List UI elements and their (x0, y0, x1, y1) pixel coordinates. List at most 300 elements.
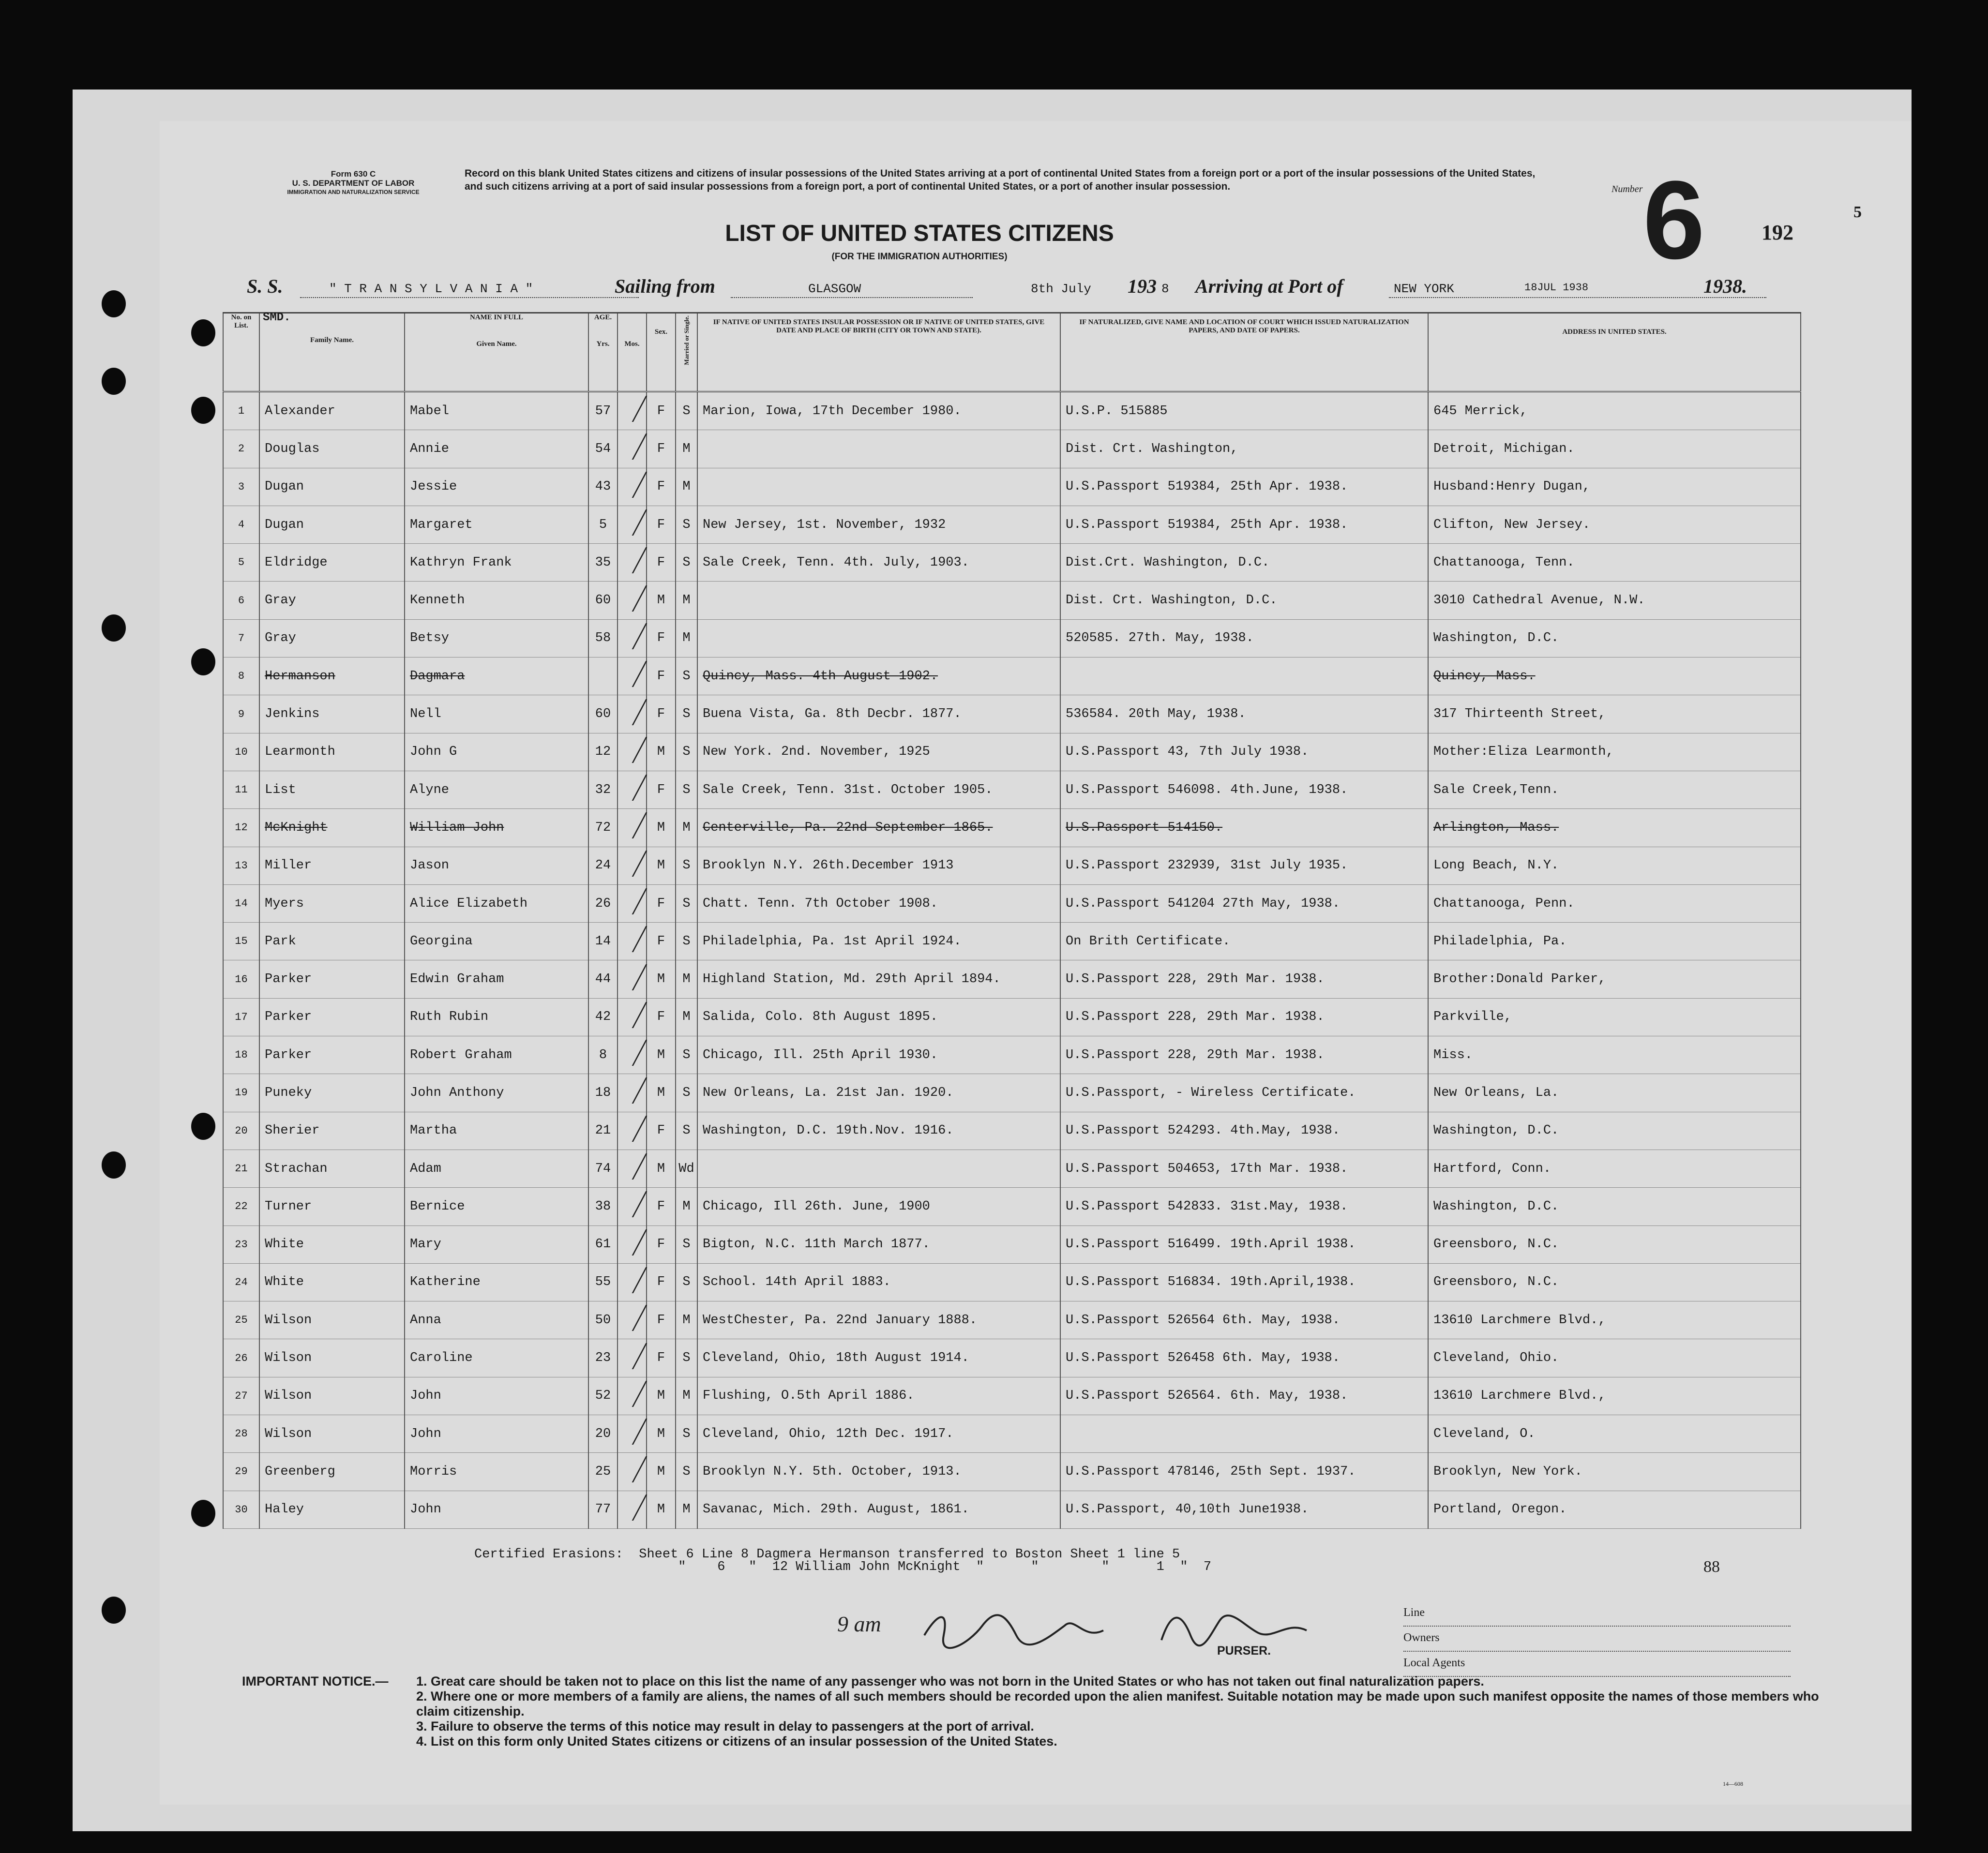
address: Husband:Henry Dugan, (1428, 468, 1801, 506)
birth-info (697, 619, 1060, 657)
table-row (223, 1415, 1801, 1453)
family-name: Gray (259, 582, 405, 619)
family-name: Learmonth (259, 733, 405, 771)
binder-hole (102, 1151, 126, 1179)
family-name: Sherier (259, 1112, 405, 1150)
age-years: 44 (588, 960, 617, 998)
row-number: 11 (223, 771, 259, 808)
age-years: 60 (588, 582, 617, 619)
address: Clifton, New Jersey. (1428, 506, 1801, 543)
binder-hole (191, 319, 215, 346)
given-name: John (405, 1377, 588, 1415)
naturalization-info: U.S.Passport 526564 6th. May, 1938. (1060, 1301, 1428, 1339)
ship-name: " T R A N S Y L V A N I A " (329, 282, 533, 296)
naturalization-info (1060, 1415, 1428, 1453)
name-in-full-label: NAME IN FULL (469, 314, 523, 321)
table-row (223, 1491, 1801, 1528)
binder-hole (102, 368, 126, 395)
address: Chattanooga, Tenn. (1428, 544, 1801, 582)
row-number: 28 (223, 1415, 259, 1453)
row-number: 22 (223, 1188, 259, 1225)
address: Brooklyn, New York. (1428, 1453, 1801, 1491)
check-mark (612, 737, 647, 763)
marital-status: S (676, 392, 697, 430)
birth-info: New Orleans, La. 21st Jan. 1920. (697, 1074, 1060, 1112)
col-birth: IF NATIVE OF UNITED STATES INSULAR POSSESSION OR IF NATIVE OF UNITED STATES, GIVE DATE AND PLACE OF BIRTH (CITY OR TOWN AND STATE). (697, 313, 1060, 392)
naturalization-info: U.S.Passport 519384, 25th Apr. 1938. (1060, 468, 1428, 506)
row-number: 25 (223, 1301, 259, 1339)
yrs-label: Yrs. (596, 340, 610, 348)
marital-status: S (676, 1112, 697, 1150)
row-number: 29 (223, 1453, 259, 1491)
table-row (223, 1263, 1801, 1301)
row-number: 14 (223, 884, 259, 922)
given-name: Margaret (405, 506, 588, 543)
sex: F (647, 658, 676, 695)
given-name: Betsy (405, 619, 588, 657)
erasion-line-2: " 6 " 12 William John McKnight " " " 1 " 7 (474, 1560, 1212, 1574)
given-name: John (405, 1491, 588, 1528)
birth-info: Chatt. Tenn. 7th October 1908. (697, 884, 1060, 922)
check-mark (612, 1077, 647, 1104)
check-mark (612, 1343, 647, 1369)
sex: M (647, 1074, 676, 1112)
col-yrs (588, 313, 617, 392)
naturalization-info: U.S.Passport 514150. (1060, 809, 1428, 847)
check-mark (612, 509, 647, 536)
check-mark (612, 699, 647, 725)
marital-status: S (676, 1339, 697, 1377)
age-months (617, 1491, 647, 1528)
sex: M (647, 960, 676, 998)
mos-label: Mos. (624, 340, 640, 348)
check-mark (612, 1381, 647, 1407)
departure-port: GLASGOW (808, 282, 861, 296)
address: Hartford, Conn. (1428, 1150, 1801, 1187)
table-row (223, 960, 1801, 998)
row-number: 6 (223, 582, 259, 619)
check-mark (612, 1040, 647, 1066)
marital-status: M (676, 1491, 697, 1528)
marital-status: M (676, 1301, 697, 1339)
birth-info (697, 582, 1060, 619)
family-name: Parker (259, 960, 405, 998)
age-months (617, 544, 647, 582)
check-mark (612, 1419, 647, 1445)
birth-info: Cleveland, Ohio, 18th August 1914. (697, 1339, 1060, 1377)
sex: M (647, 1453, 676, 1491)
age-months (617, 1453, 647, 1491)
table-row (223, 430, 1801, 468)
marital-status: M (676, 468, 697, 506)
given-name: Ruth Rubin (405, 998, 588, 1036)
sex: F (647, 884, 676, 922)
age-months (617, 1415, 647, 1453)
birth-info: Salida, Colo. 8th August 1895. (697, 998, 1060, 1036)
age-years: 5 (588, 506, 617, 543)
marital-status: S (676, 771, 697, 808)
passenger-table (223, 312, 1801, 1529)
row-number: 20 (223, 1112, 259, 1150)
naturalization-info: U.S.Passport 519384, 25th Apr. 1938. (1060, 506, 1428, 543)
naturalization-info: On Brith Certificate. (1060, 923, 1428, 960)
form-number: Form 630 C (331, 169, 376, 179)
age-months (617, 392, 647, 430)
age-years: 24 (588, 847, 617, 884)
married-label: Married or Single. (683, 315, 690, 365)
age-years: 55 (588, 1263, 617, 1301)
address: Washington, D.C. (1428, 1188, 1801, 1225)
notice-item-1: 1. Great care should be taken not to place on this list the name of any passenger who was not born in the United States or who has not taken out final naturalization papers. (416, 1674, 1484, 1689)
marital-status: M (676, 998, 697, 1036)
marital-status: M (676, 430, 697, 468)
page-number: 192 (1762, 221, 1793, 244)
marital-status: S (676, 847, 697, 884)
age-months (617, 1074, 647, 1112)
address: Parkville, (1428, 998, 1801, 1036)
sex: F (647, 506, 676, 543)
address: Mother:Eliza Learmonth, (1428, 733, 1801, 771)
check-mark (612, 964, 647, 990)
family-name: Eldridge (259, 544, 405, 582)
certified-erasions (474, 1548, 1211, 1573)
row-number: 24 (223, 1263, 259, 1301)
given-name: Dagmara (405, 658, 588, 695)
family-name: Jenkins (259, 695, 405, 733)
given-name: Adam (405, 1150, 588, 1187)
naturalization-info: Dist. Crt. Washington, (1060, 430, 1428, 468)
sex: F (647, 1112, 676, 1150)
given-name: Jason (405, 847, 588, 884)
age-years: 20 (588, 1415, 617, 1453)
given-name: Kenneth (405, 582, 588, 619)
list-number: 6 (1643, 158, 1705, 282)
given-name: Robert Graham (405, 1036, 588, 1074)
table-row (223, 771, 1801, 808)
check-mark (612, 585, 647, 612)
check-mark (612, 1305, 647, 1331)
family-name: Turner (259, 1188, 405, 1225)
sex: M (647, 733, 676, 771)
address: Washington, D.C. (1428, 1112, 1801, 1150)
table-row (223, 392, 1801, 430)
family-name-label: Family Name. (310, 336, 354, 344)
binder-hole (102, 1597, 126, 1624)
birth-info: Flushing, O.5th April 1886. (697, 1377, 1060, 1415)
age-years: 18 (588, 1074, 617, 1112)
table-row (223, 1339, 1801, 1377)
naturalization-info: U.S.Passport 542833. 31st.May, 1938. (1060, 1188, 1428, 1225)
family-name: Park (259, 923, 405, 960)
age-years: 58 (588, 619, 617, 657)
sex: M (647, 847, 676, 884)
birth-info: Buena Vista, Ga. 8th Decbr. 1877. (697, 695, 1060, 733)
age-months (617, 923, 647, 960)
given-name: Mary (405, 1225, 588, 1263)
table-row (223, 544, 1801, 582)
sex: F (647, 468, 676, 506)
birth-info (697, 468, 1060, 506)
given-name: Caroline (405, 1339, 588, 1377)
sex: M (647, 809, 676, 847)
row-number: 18 (223, 1036, 259, 1074)
table-row (223, 506, 1801, 543)
col-married (676, 313, 697, 392)
age-years: 32 (588, 771, 617, 808)
table-row (223, 1074, 1801, 1112)
check-mark (612, 1002, 647, 1028)
row-number: 15 (223, 923, 259, 960)
age-months (617, 1301, 647, 1339)
check-mark (612, 547, 647, 573)
marital-status: S (676, 733, 697, 771)
family-name: List (259, 771, 405, 808)
row-number: 12 (223, 809, 259, 847)
birth-info: Washington, D.C. 19th.Nov. 1916. (697, 1112, 1060, 1150)
address: 3010 Cathedral Avenue, N.W. (1428, 582, 1801, 619)
col-given (405, 313, 588, 392)
important-notice (242, 1674, 1820, 1749)
row-number: 8 (223, 658, 259, 695)
birth-info: Highland Station, Md. 29th April 1894. (697, 960, 1060, 998)
ss-label: S. S. (247, 275, 283, 297)
family-name: Wilson (259, 1339, 405, 1377)
table-header (223, 313, 1801, 392)
address: Cleveland, O. (1428, 1415, 1801, 1453)
purser-label: PURSER. (1217, 1644, 1271, 1658)
naturalization-info (1060, 658, 1428, 695)
marital-status: S (676, 506, 697, 543)
row-number: 4 (223, 506, 259, 543)
handwritten-signature (823, 1606, 1355, 1650)
naturalization-info: U.S.Passport 546098. 4th.June, 1938. (1060, 771, 1428, 808)
marital-status: M (676, 619, 697, 657)
age-months (617, 658, 647, 695)
row-number: 21 (223, 1150, 259, 1187)
sex: M (647, 1150, 676, 1187)
sex: F (647, 619, 676, 657)
birth-info: New York. 2nd. November, 1925 (697, 733, 1060, 771)
given-name: Alyne (405, 771, 588, 808)
col-mos (617, 313, 647, 392)
naturalization-info: U.S.Passport 516499. 19th.April 1938. (1060, 1225, 1428, 1263)
age-months (617, 582, 647, 619)
age-years: 60 (588, 695, 617, 733)
age-months (617, 998, 647, 1036)
binder-hole (191, 1500, 215, 1527)
marital-status: M (676, 1188, 697, 1225)
family-name: Greenberg (259, 1453, 405, 1491)
family-name: White (259, 1263, 405, 1301)
sex: F (647, 430, 676, 468)
sex: M (647, 1491, 676, 1528)
address: Quincy, Mass. (1428, 658, 1801, 695)
family-name: McKnight (259, 809, 405, 847)
marital-status: S (676, 1074, 697, 1112)
naturalization-info: U.S.Passport 541204 27th May, 1938. (1060, 884, 1428, 922)
table-row (223, 847, 1801, 884)
birth-info: Bigton, N.C. 11th March 1877. (697, 1225, 1060, 1263)
marital-status: S (676, 1225, 697, 1263)
age-years: 43 (588, 468, 617, 506)
row-number: 2 (223, 430, 259, 468)
age-years: 35 (588, 544, 617, 582)
age-months (617, 619, 647, 657)
row-number: 3 (223, 468, 259, 506)
family-name: Alexander (259, 392, 405, 430)
age-years: 23 (588, 1339, 617, 1377)
naturalization-info: U.S.Passport 232939, 31st July 1935. (1060, 847, 1428, 884)
naturalization-info: U.S.Passport 504653, 17th Mar. 1938. (1060, 1150, 1428, 1187)
birth-info: Cleveland, Ohio, 12th Dec. 1917. (697, 1415, 1060, 1453)
birth-info: Quincy, Mass. 4th August 1902. (697, 658, 1060, 695)
birth-info: Sale Creek, Tenn. 4th. July, 1903. (697, 544, 1060, 582)
age-years: 54 (588, 430, 617, 468)
table-row (223, 1150, 1801, 1187)
family-name: Strachan (259, 1150, 405, 1187)
marital-status: S (676, 884, 697, 922)
family-name: Gray (259, 619, 405, 657)
birth-info: Brooklyn N.Y. 5th. October, 1913. (697, 1453, 1060, 1491)
sheet-count: 88 (1703, 1558, 1720, 1576)
row-number: 16 (223, 960, 259, 998)
naturalization-info: 520585. 27th. May, 1938. (1060, 619, 1428, 657)
family-name: Douglas (259, 430, 405, 468)
arriving-label: Arriving at Port of (1195, 275, 1343, 297)
table-row (223, 1225, 1801, 1263)
given-name: Georgina (405, 923, 588, 960)
age-years: 38 (588, 1188, 617, 1225)
age-years: 52 (588, 1377, 617, 1415)
address: Greensboro, N.C. (1428, 1225, 1801, 1263)
page-subtitle: (FOR THE IMMIGRATION AUTHORITIES) (831, 252, 1008, 262)
birth-info: School. 14th April 1883. (697, 1263, 1060, 1301)
row-number: 9 (223, 695, 259, 733)
form-instructions: Record on this blank United States citizens and citizens of insular possessions of the United States arriving at a port of continental United States from a foreign port or a port of the insular possessions of the United States, and such citizens arriving at a port of said insular possessions from a foreign port, a port of continental United States, or a port of another insular possession. (465, 168, 1536, 192)
age-months (617, 1225, 647, 1263)
naturalization-info: 536584. 20th May, 1938. (1060, 695, 1428, 733)
birth-info: Chicago, Ill 26th. June, 1900 (697, 1188, 1060, 1225)
address: Miss. (1428, 1036, 1801, 1074)
table-row (223, 582, 1801, 619)
age-months (617, 1339, 647, 1377)
family-name: Myers (259, 884, 405, 922)
age-months (617, 960, 647, 998)
age-months (617, 1036, 647, 1074)
given-name: Morris (405, 1453, 588, 1491)
address: Arlington, Mass. (1428, 809, 1801, 847)
row-number: 19 (223, 1074, 259, 1112)
age-months (617, 1150, 647, 1187)
marital-status: S (676, 1415, 697, 1453)
family-name: White (259, 1225, 405, 1263)
year-prefix: 193 (1128, 275, 1157, 297)
row-number: 30 (223, 1491, 259, 1528)
check-mark (612, 1494, 647, 1521)
age-months (617, 733, 647, 771)
age-years: 72 (588, 809, 617, 847)
age-months (617, 1263, 647, 1301)
family-name: Wilson (259, 1301, 405, 1339)
owners-field: Owners (1403, 1631, 1791, 1652)
age-years: 77 (588, 1491, 617, 1528)
age-years: 61 (588, 1225, 617, 1263)
address: 13610 Larchmere Blvd., (1428, 1301, 1801, 1339)
age-months (617, 847, 647, 884)
form-identification (281, 169, 426, 197)
table-row (223, 998, 1801, 1036)
sex: F (647, 392, 676, 430)
given-name-label: Given Name. (476, 340, 517, 348)
table-row (223, 1188, 1801, 1225)
given-name: Bernice (405, 1188, 588, 1225)
address: Washington, D.C. (1428, 619, 1801, 657)
birth-info (697, 430, 1060, 468)
address: Long Beach, N.Y. (1428, 847, 1801, 884)
erasion-line-1: Certified Erasions: Sheet 6 Line 8 Dagmera Hermanson transferred to Boston Sheet 1 line 5 (474, 1547, 1180, 1562)
birth-info: Philadelphia, Pa. 1st April 1924. (697, 923, 1060, 960)
sailing-date: 8th July (1031, 282, 1091, 296)
marital-status: S (676, 695, 697, 733)
table-row (223, 1377, 1801, 1415)
check-mark (612, 1456, 647, 1482)
age-years (588, 658, 617, 695)
given-name: Annie (405, 430, 588, 468)
voyage-line (247, 275, 1776, 304)
side-number: 5 (1853, 203, 1862, 221)
naturalization-info: U.S.Passport, 40,10th June1938. (1060, 1491, 1428, 1528)
marital-status: M (676, 960, 697, 998)
address: Portland, Oregon. (1428, 1491, 1801, 1528)
col-sex (647, 313, 676, 392)
check-mark (612, 661, 647, 687)
service-name: IMMIGRATION AND NATURALIZATION SERVICE (287, 189, 420, 195)
footer-code: 14—608 (1723, 1780, 1743, 1787)
check-mark (612, 888, 647, 914)
age-months (617, 1188, 647, 1225)
family-name: Puneky (259, 1074, 405, 1112)
arrival-year: 1938. (1703, 275, 1747, 297)
sex: F (647, 998, 676, 1036)
check-mark (612, 623, 647, 649)
naturalization-info: U.S.Passport 526458 6th. May, 1938. (1060, 1339, 1428, 1377)
given-name: Martha (405, 1112, 588, 1150)
sex: F (647, 771, 676, 808)
sex: F (647, 923, 676, 960)
check-mark (612, 472, 647, 498)
address: Cleveland, Ohio. (1428, 1339, 1801, 1377)
table-row (223, 619, 1801, 657)
address: Sale Creek,Tenn. (1428, 771, 1801, 808)
naturalization-info: U.S.Passport 228, 29th Mar. 1938. (1060, 998, 1428, 1036)
given-name: William John (405, 809, 588, 847)
address: Chattanooga, Penn. (1428, 884, 1801, 922)
notice-item-4: 4. List on this form only United States citizens or citizens of an insular possession of the United States. (416, 1734, 1057, 1748)
birth-info: Sale Creek, Tenn. 31st. October 1905. (697, 771, 1060, 808)
naturalization-info: U.S.Passport 478146, 25th Sept. 1937. (1060, 1453, 1428, 1491)
age-years: 57 (588, 392, 617, 430)
given-name: Kathryn Frank (405, 544, 588, 582)
age-years: 74 (588, 1150, 617, 1187)
table-row (223, 658, 1801, 695)
family-name: Parker (259, 1036, 405, 1074)
naturalization-info: U.S.Passport 516834. 19th.April,1938. (1060, 1263, 1428, 1301)
address: Detroit, Michigan. (1428, 430, 1801, 468)
table-row (223, 884, 1801, 922)
row-number: 23 (223, 1225, 259, 1263)
age-years: 12 (588, 733, 617, 771)
age-months (617, 430, 647, 468)
